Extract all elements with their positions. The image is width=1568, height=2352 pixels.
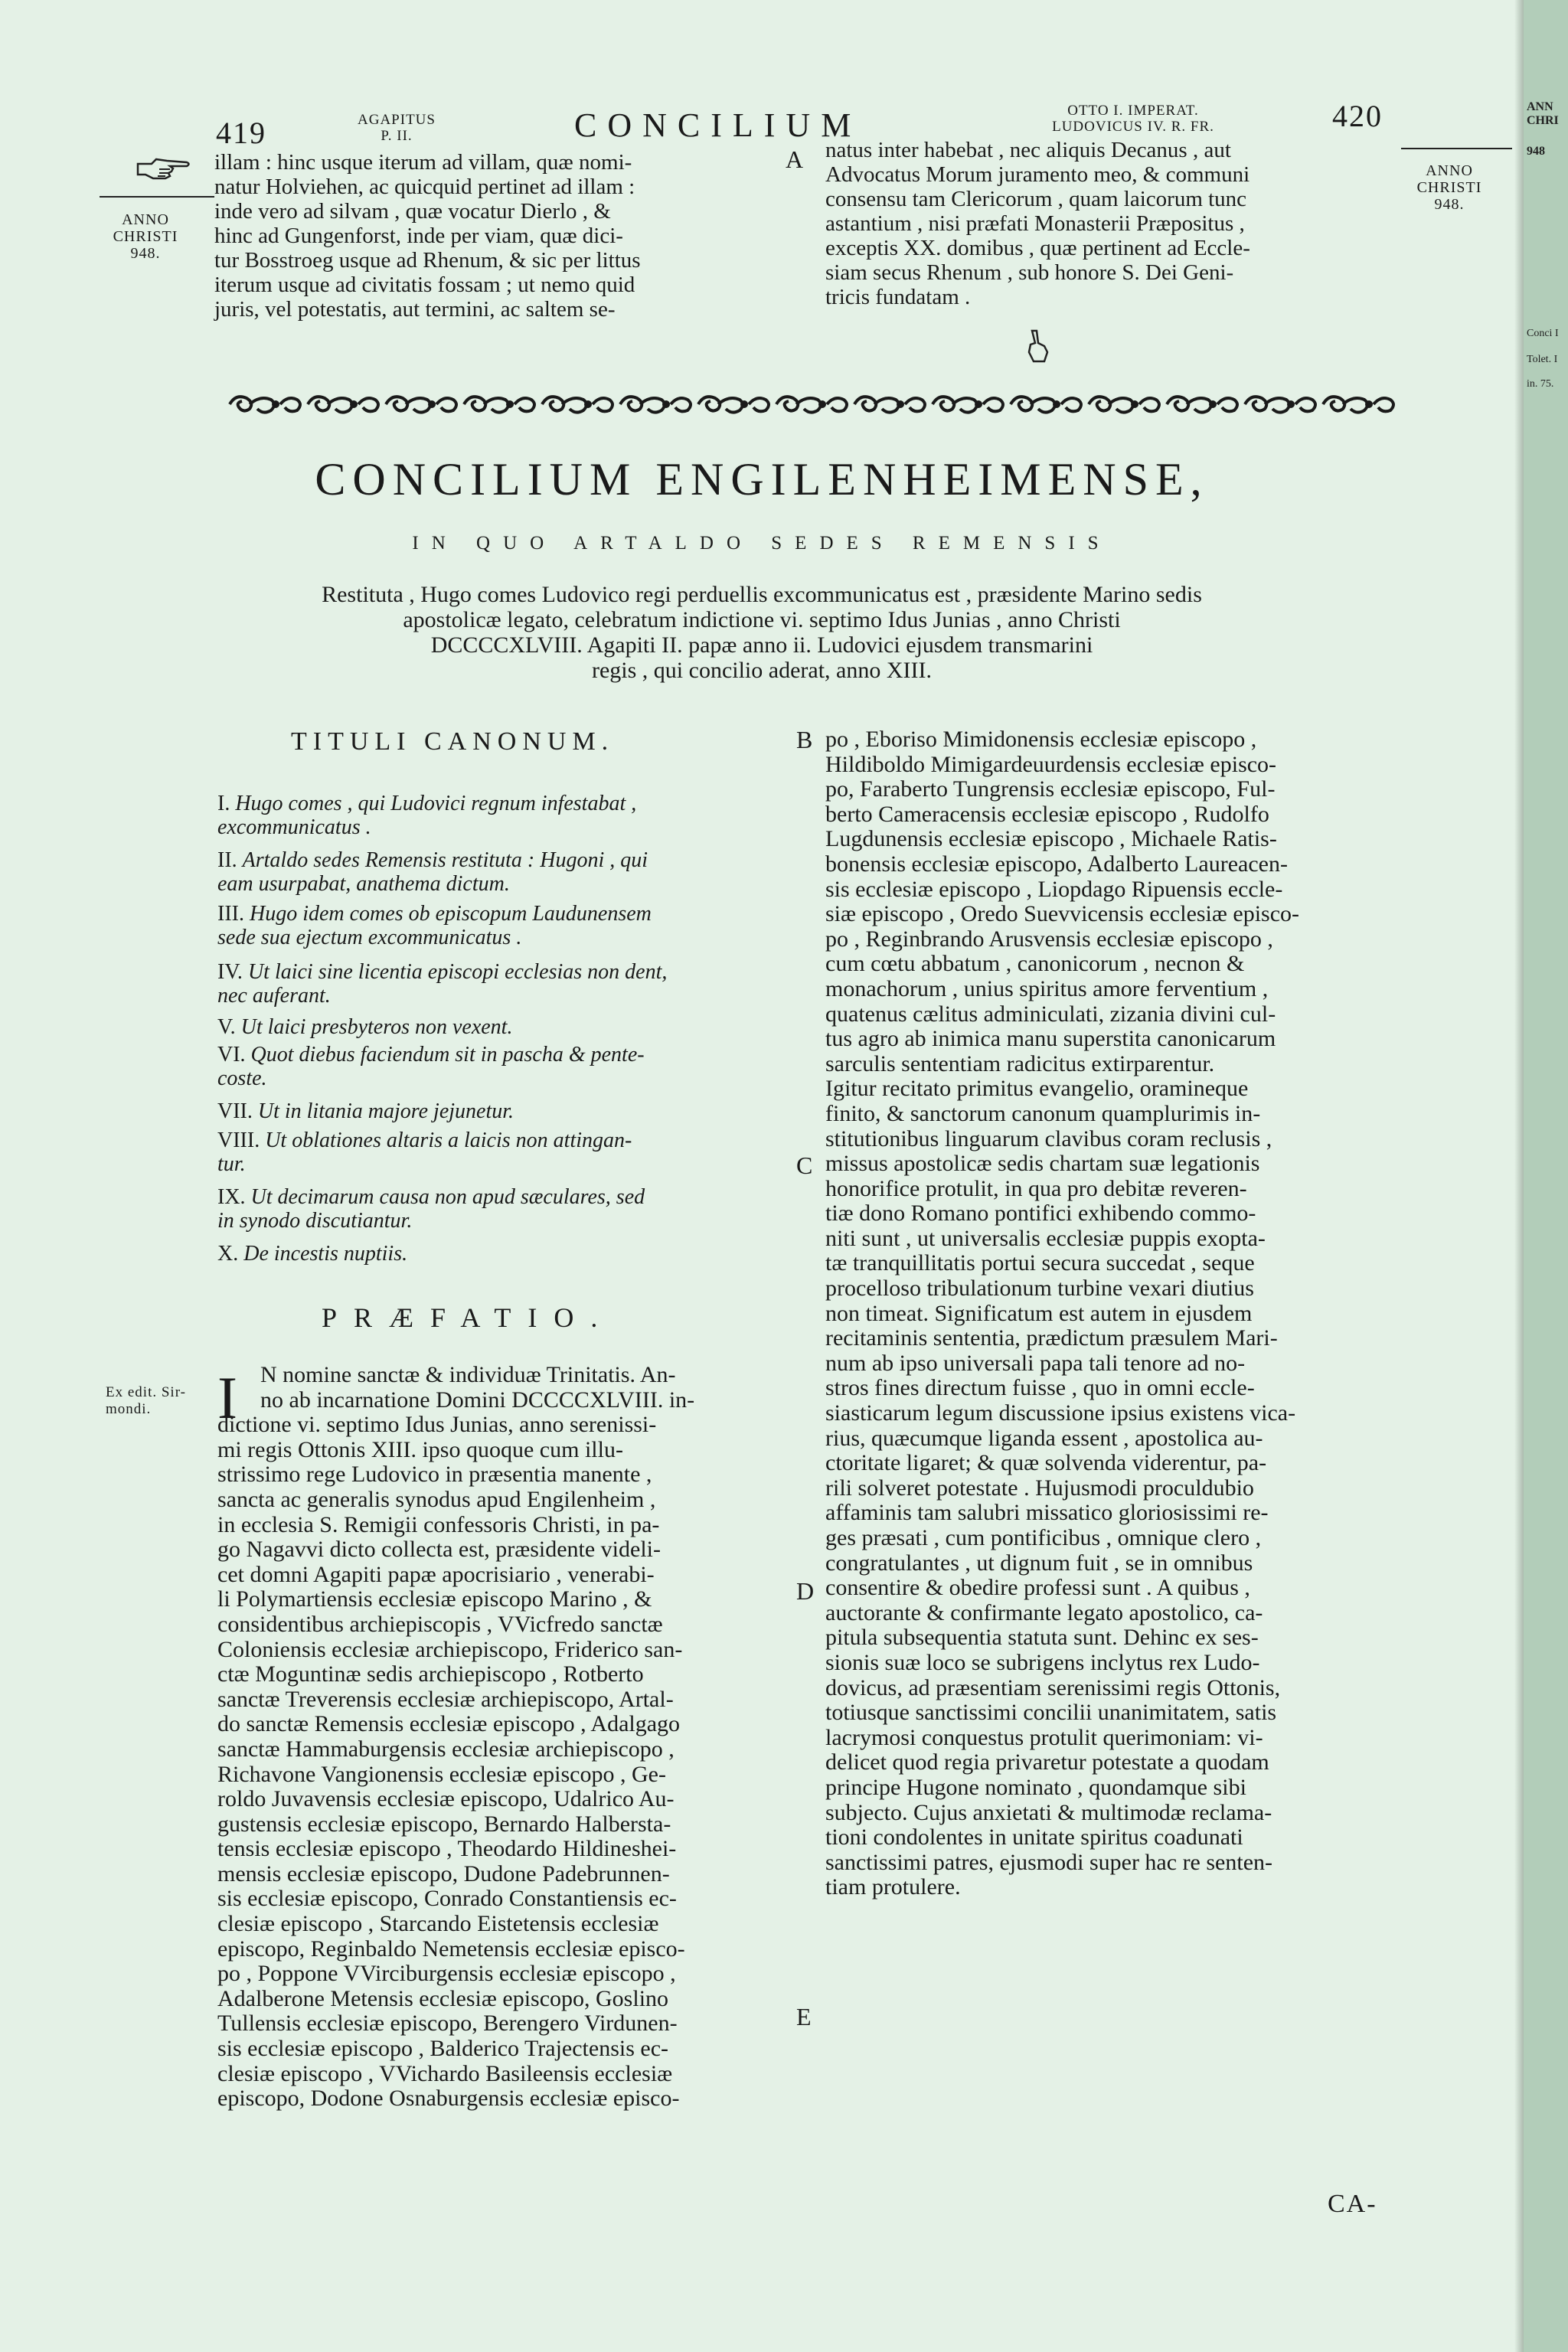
praefatio-heading: PRÆFATIO. bbox=[322, 1302, 615, 1333]
text-line: stros fines directum fuisse , quo in omni eccle- bbox=[825, 1375, 1255, 1401]
text-line: tensis ecclesiæ episcopo , Theodardo Hildineshei- bbox=[217, 1836, 677, 1862]
left-running-title: AGAPITUS P. II. bbox=[358, 112, 436, 144]
council-subtitle: IN QUO ARTALDO SEDES REMENSIS bbox=[412, 533, 1112, 554]
text-line: episcopo, Dodone Osnaburgensis ecclesiæ episco- bbox=[217, 2086, 680, 2112]
text-line: honorifice protulit, in qua pro debitæ reveren- bbox=[825, 1175, 1247, 1201]
text-line: mensis ecclesiæ episcopo, Dudone Padebrunnen- bbox=[217, 1860, 670, 1886]
text-line: congratulantes , ut dignum fuit , se in omnibus bbox=[825, 1550, 1253, 1576]
text-line: considentibus archiepiscopis , VVicfredo sanctæ bbox=[217, 1611, 663, 1637]
anno-christi-left: ANNO CHRISTI 948. bbox=[113, 211, 178, 262]
text-line: principe Hugone nominato , quondamque sibi bbox=[825, 1774, 1246, 1800]
right-margin-rule bbox=[1401, 148, 1512, 149]
text-line: po , Eboriso Mimidonensis ecclesiæ episcopo , bbox=[825, 727, 1257, 752]
text-line: cet domni Agapiti papæ apocrisiario , venerabi- bbox=[217, 1561, 655, 1587]
top-right-column: natus inter habebat , nec aliquis Decanus , aut Advocatus Morum juramento meo, & communi consensu tam Clericorum , quam laicorum tunc astantium , nisi præfati Monasterii Præpositus , exceptis XX. domibus , quæ pertinent ad Eccle- siam secus Rhenum , sub honore S. Dei Geni- tricis fundatam . bbox=[825, 138, 1250, 309]
ornamental-band bbox=[227, 392, 1398, 416]
text-line: episcopo, Reginbaldo Nemetensis ecclesiæ episco- bbox=[217, 1936, 685, 1962]
canon-item: II. Artaldo sedes Remensis restituta : Hugoni , qui eam usurpabat, anathema dictum. bbox=[217, 848, 648, 896]
text-line: cum cœtu abbatum , canonicorum , necnon & bbox=[825, 951, 1245, 977]
text-line: po , Poppone VVirciburgensis ecclesiæ episcopo , bbox=[217, 1961, 676, 1987]
text-line: Richavone Vangionensis ecclesiæ episcopo , Ge- bbox=[217, 1761, 666, 1787]
text-line: procelloso tribulationum turbine vexari diutius bbox=[825, 1276, 1254, 1302]
text-line: tæ tranquillitatis portui secura succedat , seque bbox=[825, 1250, 1255, 1276]
facing-page-edge bbox=[1524, 0, 1568, 2352]
left-page-number: 419 bbox=[216, 116, 266, 150]
text-line: tioni condolentes in unitate spiritus coadunati bbox=[825, 1824, 1243, 1851]
top-left-column: illam : hinc usque iterum ad villam, quæ nomi- natur Holviehen, ac quicquid pertinet ad illam : inde vero ad silvam , quæ vocatur Dierlo , & hinc ad Gungenforst, inde per viam, quæ dici- tur Bosstroeg usque ad Rhenum, & sic per littus iterum usque ad civitatis fossam ; ut nemo quid juris, vel potestatis, aut termini, ac saltem se- bbox=[214, 150, 641, 322]
strip-fragment: Conci I bbox=[1527, 328, 1559, 339]
text-line: affaminis tam salubri missatico gloriosissimi re- bbox=[825, 1500, 1269, 1526]
text-line: N nomine sanctæ & individuæ Trinitatis. An- bbox=[260, 1362, 676, 1387]
intro-paragraph: Restituta , Hugo comes Ludovico regi perduellis excommunicatus est , præsidente Marino sedis apostolicæ legato, celebratum indictione vi. septimo Idus Junias , anno Christi DCCCCXLVIII. Agapiti II. papæ anno ii. Ludovici ejusdem transmarini regis , qui concilio aderat, anno XIII. bbox=[322, 582, 1202, 683]
text-line: non timeat. Significatum est autem in ejusdem bbox=[825, 1300, 1253, 1326]
catchword: CA- bbox=[1328, 2190, 1377, 2218]
canon-item: IX. Ut decimarum causa non apud sæculares, sed in synodo discutiantur. bbox=[217, 1185, 645, 1233]
text-line: auctorante & confirmante legato apostolico, ca- bbox=[825, 1599, 1263, 1625]
text-line: finito, & sanctorum canonum quamplurimis in- bbox=[825, 1100, 1261, 1126]
text-line: gustensis ecclesiæ episcopo, Bernardo Halbersta- bbox=[217, 1811, 671, 1837]
right-page-number: 420 bbox=[1332, 99, 1383, 133]
text-line: dovicus, ad præsentiam serenissimi regis Ottonis, bbox=[825, 1674, 1281, 1700]
text-line: rili solveret potestate . Hujusmodi proculdubio bbox=[825, 1475, 1254, 1501]
canon-item: III. Hugo idem comes ob episcopum Laudunensem sede sua ejectum excommunicatus . bbox=[217, 902, 652, 949]
excerpt-margin-note: Ex edit. Sir- mondi. bbox=[106, 1384, 186, 1417]
text-line: sancta ac generalis synodus apud Engilenheim , bbox=[217, 1486, 656, 1512]
canon-item: V. Ut laici presbyteros non vexent. bbox=[217, 1015, 513, 1039]
text-line: roldo Juvavensis ecclesiæ episcopo, Udalrico Au- bbox=[217, 1786, 675, 1812]
left-margin-rule bbox=[100, 196, 214, 198]
text-line: ges præsati , cum pontificibus , omnique clero , bbox=[825, 1525, 1262, 1550]
column-letter-e: E bbox=[796, 2003, 812, 2030]
strip-fragment: ANN bbox=[1527, 100, 1553, 113]
text-line: clesiæ episcopo , Starcando Eistetensis ecclesiæ bbox=[217, 1911, 659, 1937]
strip-fragment: in. 75. bbox=[1527, 378, 1554, 390]
text-line: bonensis ecclesiæ episcopo, Adalberto Laureacen- bbox=[825, 851, 1288, 877]
text-line: tiæ dono Romano pontifici exhibendo commo- bbox=[825, 1200, 1256, 1227]
text-line: quatenus cælitus adminiculati, zizania divini cul- bbox=[825, 1001, 1276, 1027]
text-line: sarculis sententiam radicitus extirparentur. bbox=[825, 1050, 1215, 1076]
text-line: Igitur recitato primitus evangelio, oramineque bbox=[825, 1076, 1249, 1102]
text-line: consentire & obedire professi sunt . A quibus , bbox=[825, 1575, 1250, 1601]
hand-glyph-icon bbox=[1024, 329, 1050, 364]
text-line: berto Cameracensis ecclesiæ episcopo , Rudolfo bbox=[825, 801, 1269, 827]
text-line: strissimo rege Ludovico in præsentia manente , bbox=[217, 1462, 652, 1488]
text-line: Hildiboldo Mimigardeuurdensis ecclesiæ episco- bbox=[825, 751, 1277, 777]
text-line: ctæ Moguntinæ sedis archiepiscopo , Rotberto bbox=[217, 1661, 644, 1687]
tituli-heading: TITULI CANONUM. bbox=[291, 727, 615, 756]
column-letter-b: B bbox=[796, 726, 813, 753]
canon-item: X. De incestis nuptiis. bbox=[217, 1242, 408, 1266]
text-line: no ab incarnatione Domini DCCCCXLVIII. in- bbox=[260, 1387, 695, 1413]
text-line: Coloniensis ecclesiæ archiepiscopo, Friderico san- bbox=[217, 1636, 683, 1662]
text-line: sanctissimi patres, ejusmodi super hac re senten- bbox=[825, 1849, 1273, 1875]
column-letter-c: C bbox=[796, 1152, 813, 1179]
text-line: lacrymosi conquestus protulit querimoniam: vi- bbox=[825, 1724, 1263, 1750]
right-body-column bbox=[825, 727, 1407, 1900]
anno-christi-right: ANNO CHRISTI 948. bbox=[1416, 162, 1482, 213]
text-line: sis ecclesiæ episcopo , Balderico Trajectensis ec- bbox=[217, 2036, 669, 2062]
strip-fragment: Tolet. I bbox=[1527, 354, 1558, 365]
text-line: tus agro ab inimica manu superstita canonicarum bbox=[825, 1026, 1276, 1052]
text-line: go Nagavvi dicto collecta est, præsidente videli- bbox=[217, 1537, 661, 1563]
text-line: delicet quod regia privaretur potestate a quodam bbox=[825, 1749, 1269, 1775]
text-line: missus apostolicæ sedis chartam suæ legationis bbox=[825, 1151, 1260, 1177]
right-running-title: OTTO I. IMPERAT. LUDOVICUS IV. R. FR. bbox=[1052, 103, 1214, 135]
text-line: sis ecclesiæ episcopo, Conrado Constantiensis ec- bbox=[217, 1886, 677, 1912]
canon-item: IV. Ut laici sine licentia episcopi ecclesias non dent, nec auferant. bbox=[217, 960, 668, 1008]
text-line: mi regis Ottonis XIII. ipso quoque cum illu- bbox=[217, 1436, 623, 1462]
strip-fragment: 948 bbox=[1527, 145, 1545, 158]
text-line: num ab ipso universali papa tali tenore ad no- bbox=[825, 1350, 1246, 1376]
text-line: ctoritate ligaret; & quæ solvenda viderentur, pa- bbox=[825, 1450, 1267, 1476]
text-line: siæ episcopo , Oredo Suevvicensis ecclesiæ episco- bbox=[825, 901, 1300, 927]
strip-fragment: CHRI bbox=[1527, 114, 1559, 127]
canon-item: I. Hugo comes , qui Ludovici regnum infestabat , excommunicatus . bbox=[217, 792, 637, 839]
text-line: sionis suæ loco se subrigens inclytus rex Ludo- bbox=[825, 1649, 1260, 1675]
center-running-title: CONCILIUM bbox=[574, 106, 862, 144]
text-line: sanctæ Treverensis ecclesiæ archiepiscopo, Artal- bbox=[217, 1686, 674, 1712]
text-line: po, Faraberto Tungrensis ecclesiæ episcopo, Ful- bbox=[825, 776, 1276, 802]
text-line: li Polymartiensis ecclesiæ episcopo Marino , & bbox=[217, 1586, 652, 1612]
column-letter-d: D bbox=[796, 1577, 815, 1605]
text-line: niti sunt , ut universalis ecclesiæ puppis exopta- bbox=[825, 1225, 1266, 1251]
text-line: sis ecclesiæ episcopo , Liopdago Ripuensis eccle- bbox=[825, 876, 1283, 902]
text-line: tiam protulere. bbox=[825, 1874, 961, 1900]
text-line: monachorum , unius spiritus amore ferventium , bbox=[825, 975, 1269, 1001]
text-line: sanctæ Hammaburgensis ecclesiæ archiepiscopo , bbox=[217, 1736, 675, 1762]
text-line: subjecto. Cujus anxietati & multimodæ reclama- bbox=[825, 1799, 1272, 1825]
council-title: CONCILIUM ENGILENHEIMENSE, bbox=[315, 454, 1209, 505]
text-line: recitaminis sententia, prædictum præsulem Mari- bbox=[825, 1325, 1278, 1351]
canon-item: VIII. Ut oblationes altaris a laicis non attingan- tur. bbox=[217, 1129, 632, 1176]
text-line: stitutionibus linguarum clavibus coram reclusis , bbox=[825, 1125, 1272, 1152]
text-line: do sanctæ Remensis ecclesiæ episcopo , Adalgago bbox=[217, 1711, 681, 1737]
text-line: Lugdunensis ecclesiæ episcopo , Michaele Ratis- bbox=[825, 826, 1277, 852]
text-line: in ecclesia S. Remigii confessoris Christi, in pa- bbox=[217, 1511, 660, 1537]
text-line: rius, quæcumque liganda essent , apostolica au- bbox=[825, 1425, 1263, 1451]
praefatio-left-column bbox=[217, 1363, 799, 2112]
text-line: pitula subsequentia statuta sunt. Dehinc ex ses- bbox=[825, 1625, 1259, 1651]
text-line: totiusque sanctissimi concilii unanimitatem, satis bbox=[825, 1700, 1277, 1726]
praefatio-dropcap: I bbox=[217, 1364, 237, 1431]
canon-item: VII. Ut in litania majore jejunetur. bbox=[217, 1099, 514, 1123]
text-line: Tullensis ecclesiæ episcopo, Berengero Virdunen- bbox=[217, 2011, 678, 2037]
text-line: dictione vi. septimo Idus Junias, anno serenissi- bbox=[217, 1412, 657, 1438]
pointing-hand-icon bbox=[136, 156, 191, 182]
canon-item: VI. Quot diebus faciendum sit in pascha & pente- coste. bbox=[217, 1043, 645, 1090]
text-line: siasticarum legum discussione ipsius existens vica- bbox=[825, 1400, 1296, 1426]
text-line: clesiæ episcopo , VVichardo Basileensis ecclesiæ bbox=[217, 2060, 673, 2086]
column-letter-a: A bbox=[786, 145, 804, 173]
text-line: po , Reginbrando Arusvensis ecclesiæ episcopo , bbox=[825, 926, 1273, 952]
text-line: Adalberone Metensis ecclesiæ episcopo, Goslino bbox=[217, 1985, 669, 2011]
